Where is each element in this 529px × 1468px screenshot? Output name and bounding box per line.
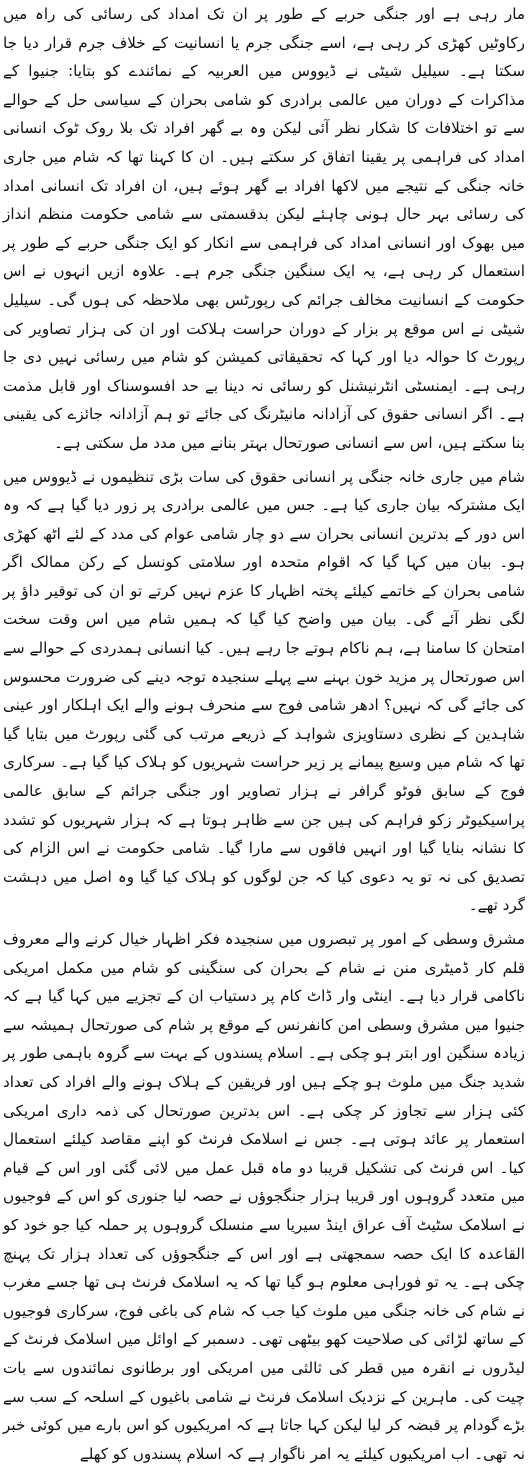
article-paragraph-2: شام میں جاری خانہ جنگی پر انسانی حقوق کی سات بڑی تنظیموں نے ڈیووس میں ایک مشترکہ بیان جاری کیا ہے۔ جس میں عالمی برادری پر زور دیا گیا ہے کہ وہ اس دور کے بدترین انسانی بحران سے دو چار شامی عوام کی مدد کے لئے اٹھ کھڑی ہو۔ بیان میں کہا گیا کہ اقوام متحدہ اور سلامتی کونسل کے رکن ممالک اگر شامی بحران کے خاتمے کیلئے پختہ اظہار کا عزم نہیں کرتے تو ان کی توقیر داؤ پر لگی نظر آئے گی۔ بیان میں واضح کیا گیا کہ ہمیں شام میں اس وقت سخت امتحان کا سامنا ہے، ہم ناکام ہوتے جا رہے ہیں۔ کیا انسانی ہمدردی کے حوالے سے اس صورتحال پر مزید خون بہنے سے پہلے سنجیدہ توجہ دینے کی ضرورت محسوس کی جائے گی کہ نہیں؟ ادھر شامی فوج سے منحرف ہونے والے ایک اہلکار اور عینی شاہدین کے نظری دستاویزی شواہد کے ذریعے مرتب کی گئی رپورٹ میں بتایا گیا تھا کہ شام میں وسیع پیمانے پر زیر حراست شہریوں کو ہلاک کیا گیا ہے۔ سرکاری فوج کے سابق فوٹو گرافر نے ہزار تصاویر اور جنگی جرائم کے سابق عالمی پراسیکیوٹر زکو فراہم کی ہیں جن سے ظاہر ہوتا ہے کہ ہزار شہریوں کو تشدد کا نشانہ بنایا گیا اور انہیں فاقوں سے مارا گیا۔ شامی حکومت نے اس الزام کی تصدیق کی نہ تو یہ دعوی کیا کہ جن لوگوں کو ہلاک کیا گیا وہ اصل میں دہشت گرد تھے۔	[3, 467, 525, 915]
article-paragraph-3: مشرق وسطی کے امور پر تبصروں میں سنجیدہ فکر اظہار خیال کرنے والے معروف قلم کار ڈمیٹری منن نے شام کے بحران کی سنگینی کو شام میں مکمل امریکی ناکامی قرار دیا ہے۔ اینٹی وار ڈاٹ کام پر دستیاب ان کے تجزیے میں کہا گیا ہے کہ جنیوا میں مشرق وسطی امن کانفرنس کے موقع پر شام کی صورتحال ہمیشہ سے زیادہ سنگین اور ابتر ہو چکی ہے۔ اسلام پسندوں کے بہت سے گروہ باہمی طور پر شدید جنگ میں ملوث ہو چکے ہیں اور فریقین کے ہلاک ہونے والے افراد کی تعداد کئی ہزار سے تجاوز کر چکی ہے۔ اس بدترین صورتحال کی ذمہ داری امریکی استعمار پر عائد ہوتی ہے۔ جس نے اسلامک فرنٹ کو اپنے مقاصد کیلئے استعمال کیا۔ اس فرنٹ کی تشکیل قریبا دو ماہ قبل عمل میں لائی گئی اور اس کے قیام میں متعدد گروہوں اور قریبا ہزار جنگجوؤں نے حصہ لیا جنوری کو اس کے فوجیوں نے اسلامک سٹیٹ آف عراق اینڈ سیریا سے منسلک گروہوں پر حملہ کیا جو خود کو القاعدہ کا ایک حصہ سمجھتی ہے اور اس کے جنگجوؤں کی تعداد ہزار تک پہنچ چکی ہے۔ یہ تو فوراہی معلوم ہو گیا تھا کہ یہ اسلامک فرنٹ ہی تھا جسے مغرب نے شام کی خانہ جنگی میں ملوث کیا جب کہ شام کی باغی فوج، سرکاری فوجیوں کے ساتھ لڑائی کی صلاحیت کھو بیٹھی تھی۔ دسمبر کے اوائل میں اسلامک فرنٹ کے لیڈروں نے انقرہ میں قطر کی ثالثی میں امریکی اور برطانوی نمائندوں سے بات چیت کی۔ ماہرین کے نزدیک اسلامک فرنٹ نے شامی باغیوں کے اسلحہ کے سب سے بڑے گودام پر قبضہ کر لیا لیکن کہا جاتا ہے کہ امریکیوں کو اس بارے میں کوئی خبر نہ تھی۔ اب امریکیوں کیلئے یہ امر ناگوار ہے کہ اسلام پسندوں کو کھلے	[3, 930, 525, 1463]
article-paragraph-1: مار رہی ہے اور جنگی حربے کے طور پر ان تک امداد کی رسائی کی راہ میں رکاوٹیں کھڑی کر رہی ہے، اسے جنگی جرم یا انسانیت کے خلاف جرم قرار دیا جا سکتا ہے۔ سیلیل شیٹی نے ڈیووس میں العربیہ کے نمائندے کو بتایا: جنیوا کے مذاکرات کے دوران میں عالمی برادری کو شامی بحران کے سیاسی حل کے حوالے سے تو اختلافات کا شکار نظر آئی لیکن وہ بے گھر افراد تک بلا روک ٹوک انسانی امداد کی فراہمی پر یقینا اتفاق کر سکتے ہیں۔ ان کا کہنا تھا کہ شام میں جاری خانہ جنگی کے نتیجے میں لاکھا افراد بے گھر ہوئے ہیں، ان افراد تک انسانی امداد کی رسائی بہر حال ہونی چاہئے لیکن بدقسمتی سے شامی حکومت منظم انداز میں بھوک اور انسانی امداد کی فراہمی سے انکار کو ایک جنگی حربے کے طور پر استعمال کر رہی ہے، یہ ایک سنگین جنگی جرم ہے۔ علاوہ ازیں انہوں نے اس حکومت کے انسانیت مخالف جرائم کی رپورٹس بھی ملاحظہ کی ہوں گی۔ سیلیل شیٹی نے اس موقع پر بزار کے دوران حراست ہلاکت اور ان کی ہزار تصاویر کی رپورٹ کا حوالہ دیا اور کہا کہ تحقیقاتی کمیشن کو شام میں رسائی نہیں دی جا رہی ہے۔ ایمنسٹی انٹرنیشنل کو رسائی نہ دینا بے حد افسوسناک اور قابل مذمت ہے۔ اگر انسانی حقوق کی آزادانہ مانیٹرنگ کی جائے تو ہم آزادانہ جائزے کی یقینی بنا سکتے ہیں، اس سے انسانی صورتحال بہتر بنانے میں مدد مل سکتی ہے۔	[3, 5, 525, 452]
urdu-article	[3, 0, 525, 1468]
